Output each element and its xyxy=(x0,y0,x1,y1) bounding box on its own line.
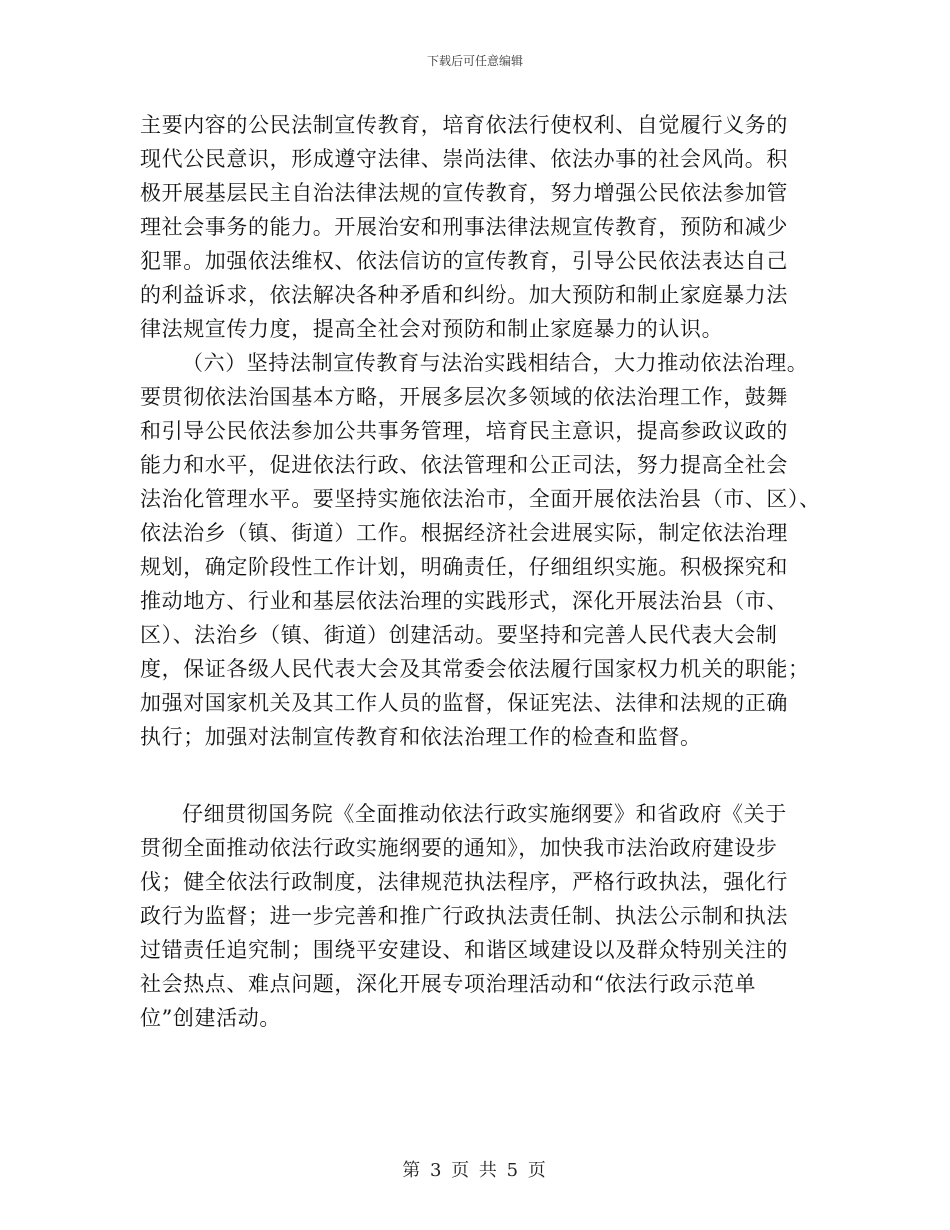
paragraph xyxy=(140,108,808,346)
text-line-first-indented: （六）坚持法制宣传教育与法治实践相结合，大力推动依法治理。 xyxy=(182,351,809,375)
text-line: 规划，确定阶段性工作计划，明确责任，仔细组织实施。积极探究和 xyxy=(140,555,788,579)
text-line: 要贯彻依法治国基本方略，开展多层次多领域的依法治理工作，鼓舞 xyxy=(140,385,788,409)
text-line: 极开展基层民主自治法律法规的宣传教育，努力增强公民依法参加管 xyxy=(140,181,788,205)
text-line: 区）、法治乡（镇、街道）创建活动。要坚持和完善人民代表大会制 xyxy=(140,623,778,647)
text-line: 度，保证各级人民代表大会及其常委会依法履行国家权力机关的职能； xyxy=(140,657,810,681)
text-line: 贯彻全面推动依法行政实施纲要的通知》，加快我市法治政府建设步 xyxy=(140,836,778,860)
text-line: 律法规宣传力度，提高全社会对预防和制止家庭暴力的认识。 xyxy=(140,317,724,341)
text-line-first-indented: 仔细贯彻国务院《全面推动依法行政实施纲要》和省政府《关于 xyxy=(182,802,787,826)
text-line: 政行为监督；进一步完善和推广行政执法责任制、执法公示制和执法 xyxy=(140,904,788,928)
text-line: 理社会事务的能力。开展治安和刑事法律法规宣传教育，预防和减少 xyxy=(140,215,788,239)
text-line xyxy=(140,754,808,788)
text-line: 伐；健全依法行政制度，法律规范执法程序，严格行政执法，强化行 xyxy=(140,870,788,894)
text-line: 推动地方、行业和基层依法治理的实践形式，深化开展法治县（市、 xyxy=(140,589,788,613)
text-line: 加强对国家机关及其工作人员的监督，保证宪法、法律和法规的正确 xyxy=(140,691,788,715)
paragraph-spacer xyxy=(140,788,808,797)
text-line: 过错责任追究制；围绕平安建设、和谐区域建设以及群众特别关注的 xyxy=(140,938,788,962)
document-body xyxy=(140,108,821,1035)
page-header-note: 下载后可任意编辑 xyxy=(426,54,523,68)
text-line: 犯罪。加强依法维权、依法信访的宣传教育，引导公民依法表达自己 xyxy=(140,249,788,273)
page-number-footer: 第 3 页 共 5 页 xyxy=(402,1160,548,1181)
text-line: 依法治乡（镇、街道）工作。根据经济社会进展实际，制定依法治理 xyxy=(140,521,788,545)
text-line: 位”创建活动。 xyxy=(140,1006,281,1030)
text-line: 法治化管理水平。要坚持实施依法治市，全面开展依法治县（市、区）、 xyxy=(140,487,821,511)
text-line: 社会热点、难点问题，深化开展专项治理活动和“依法行政示范单 xyxy=(140,972,757,996)
paragraph xyxy=(140,797,808,1035)
text-line: 的利益诉求，依法解决各种矛盾和纠纷。加大预防和制止家庭暴力法 xyxy=(140,283,788,307)
text-line: 现代公民意识，形成遵守法律、崇尚法律、依法办事的社会风尚。积 xyxy=(140,147,788,171)
text-line: 和引导公民依法参加公共事务管理，培育民主意识，提高参政议政的 xyxy=(140,419,788,443)
paragraph xyxy=(140,346,821,788)
text-line: 执行；加强对法制宣传教育和依法治理工作的检查和监督。 xyxy=(140,725,702,749)
text-line: 主要内容的公民法制宣传教育，培育依法行使权利、自觉履行义务的 xyxy=(140,113,788,137)
text-line: 能力和水平，促进依法行政、依法管理和公正司法，努力提高全社会 xyxy=(140,453,788,477)
